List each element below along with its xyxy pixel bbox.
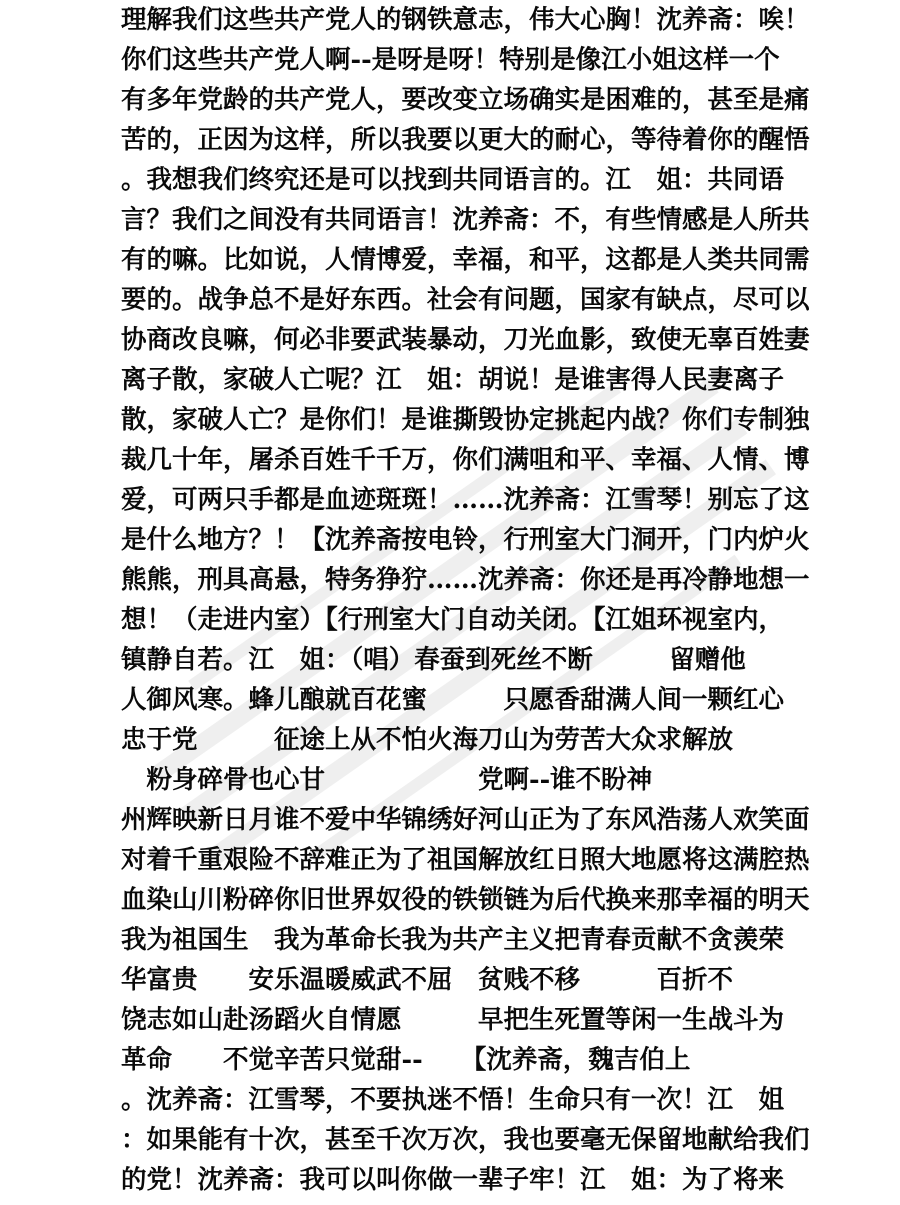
text-line: 想！（走进内室）【行刑室大门自动关闭。【江姐环视室内， — [121, 605, 785, 635]
text-line: 要的。战争总不是好东西。社会有问题，国家有缺点，尽可以 — [121, 285, 810, 315]
text-line: 协商改良嘛，何必非要武装暴动，刀光血影，致使无辜百姓妻 — [121, 325, 810, 355]
text-line: 州辉映新日月谁不爱中华锦绣好河山正为了东风浩荡人欢笑面 — [121, 805, 810, 835]
text-line: 饶志如山赴汤蹈火自情愿 早把生死置等闲一生战斗为 — [121, 1005, 785, 1035]
text-line: 苦的，正因为这样，所以我要以更大的耐心，等待着你的醒悟 — [121, 125, 810, 155]
text-line: 有多年党龄的共产党人，要改变立场确实是困难的，甚至是痛 — [121, 85, 810, 115]
text-line: 散，家破人亡？是你们！是谁撕毁协定挑起内战？你们专制独 — [121, 405, 810, 435]
text-line: ：如果能有十次，甚至千次万次，我也要毫无保留地献给我们 — [121, 1125, 810, 1155]
text-line: 忠于党 征途上从不怕火海刀山为劳苦大众求解放 — [121, 725, 734, 755]
text-line: 的党！沈养斋：我可以叫你做一辈子牢！江 姐：为了将来 — [121, 1165, 785, 1195]
text-line: 。我想我们终究还是可以找到共同语言的。江 姐：共同语 — [121, 165, 785, 195]
text-line: 华富贵 安乐温暖威武不屈 贫贱不移 百折不 — [121, 965, 734, 995]
text-line: 熊熊，刑具高悬，特务狰狞……沈养斋：你还是再冷静地想一 — [121, 565, 810, 595]
text-line: 对着千重艰险不辞难正为了祖国解放红日照大地愿将这满腔热 — [121, 845, 810, 875]
text-line: 人御风寒。蜂儿酿就百花蜜 只愿香甜满人间一颗红心 — [121, 685, 785, 715]
text-line: 离子散，家破人亡呢？江 姐：胡说！是谁害得人民妻离子 — [121, 365, 785, 395]
text-line: 理解我们这些共产党人的钢铁意志，伟大心胸！沈养斋：唉！ — [121, 5, 810, 35]
text-line: 血染山川粉碎你旧世界奴役的铁锁链为后代换来那幸福的明天 — [121, 885, 810, 915]
text-line: 你们这些共产党人啊--是呀是呀！特别是像江小姐这样一个 — [121, 45, 780, 75]
text-line: 有的嘛。比如说，人情博爱，幸福，和平，这都是人类共同需 — [121, 245, 810, 275]
text-line: 镇静自若。江 姐：（唱）春蚕到死丝不断 留赠他 — [121, 645, 746, 675]
text-line: 言？我们之间没有共同语言！沈养斋：不，有些情感是人所共 — [121, 205, 810, 235]
text-line: 我为祖国生 我为革命长我为共产主义把青春贡献不贪羡荣 — [121, 925, 785, 955]
text-line: 裁几十年，屠杀百姓千千万，你们满咀和平、幸福、人情、博 — [121, 445, 810, 475]
text-line: 革命 不觉辛苦只觉甜-- 【沈养斋，魏吉伯上 — [121, 1045, 691, 1075]
text-line: 是什么地方？！【沈养斋按电铃，行刑室大门洞开，门内炉火 — [121, 525, 810, 555]
text-line: 爱，可两只手都是血迹斑斑！……沈养斋：江雪琴！别忘了这 — [121, 485, 810, 515]
text-line: 。沈养斋：江雪琴，不要执迷不悟！生命只有一次！江 姐 — [121, 1085, 785, 1115]
text-line: 粉身碎骨也心甘 党啊--谁不盼神 — [121, 765, 653, 795]
